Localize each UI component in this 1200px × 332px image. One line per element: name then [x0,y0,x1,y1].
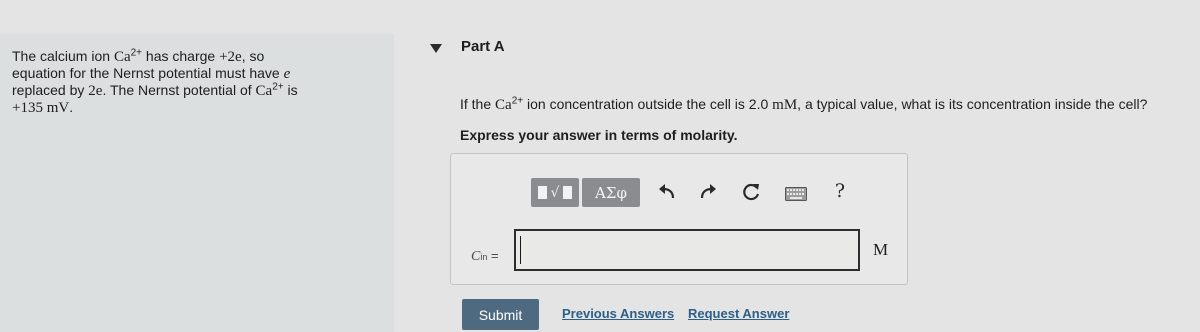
instruction-text: Express your answer in terms of molarity. [460,127,738,143]
potential-value: +135 mV [12,100,70,116]
templates-icon [538,186,547,199]
answer-variable-label: Cin = [471,248,499,264]
ion-symbol: Ca [113,49,131,65]
submit-button[interactable]: Submit [462,299,539,330]
part-title[interactable]: Part A [461,38,505,55]
answer-input[interactable] [514,229,860,271]
text-caret [520,236,521,264]
symbols-button[interactable]: ΑΣφ [582,178,640,207]
replacement-value: 2e [88,83,103,99]
concentration-unit: mM [772,97,798,113]
undo-icon[interactable] [656,181,678,203]
question-text: If the $Ca^{2+}$ ion concentration outside the cell is 2.0 mM, a typical value, what is its concentration inside the cell? [460,95,1148,113]
answer-unit: M [873,240,889,259]
templates-button[interactable]: √ [531,178,579,207]
collapse-triangle-icon[interactable] [429,42,443,54]
request-answer-link[interactable]: Request Answer [688,306,790,321]
reset-icon[interactable] [741,181,763,203]
redo-icon[interactable] [697,181,719,203]
ion-charge: 2+ [130,47,143,59]
charge-value: +2e [219,49,242,65]
e-symbol: e [283,66,291,82]
previous-answers-link[interactable]: Previous Answers [562,306,675,321]
hint-text: The calcium ion $Ca^{2+}$ has charge +2e, so equation for the Nernst potential must have e replaced by 2e. The Nernst potential of $Ca^{2+}$ is +135 mV. [12,47,298,116]
keyboard-icon[interactable] [785,183,807,205]
help-icon[interactable]: ? [834,180,846,202]
